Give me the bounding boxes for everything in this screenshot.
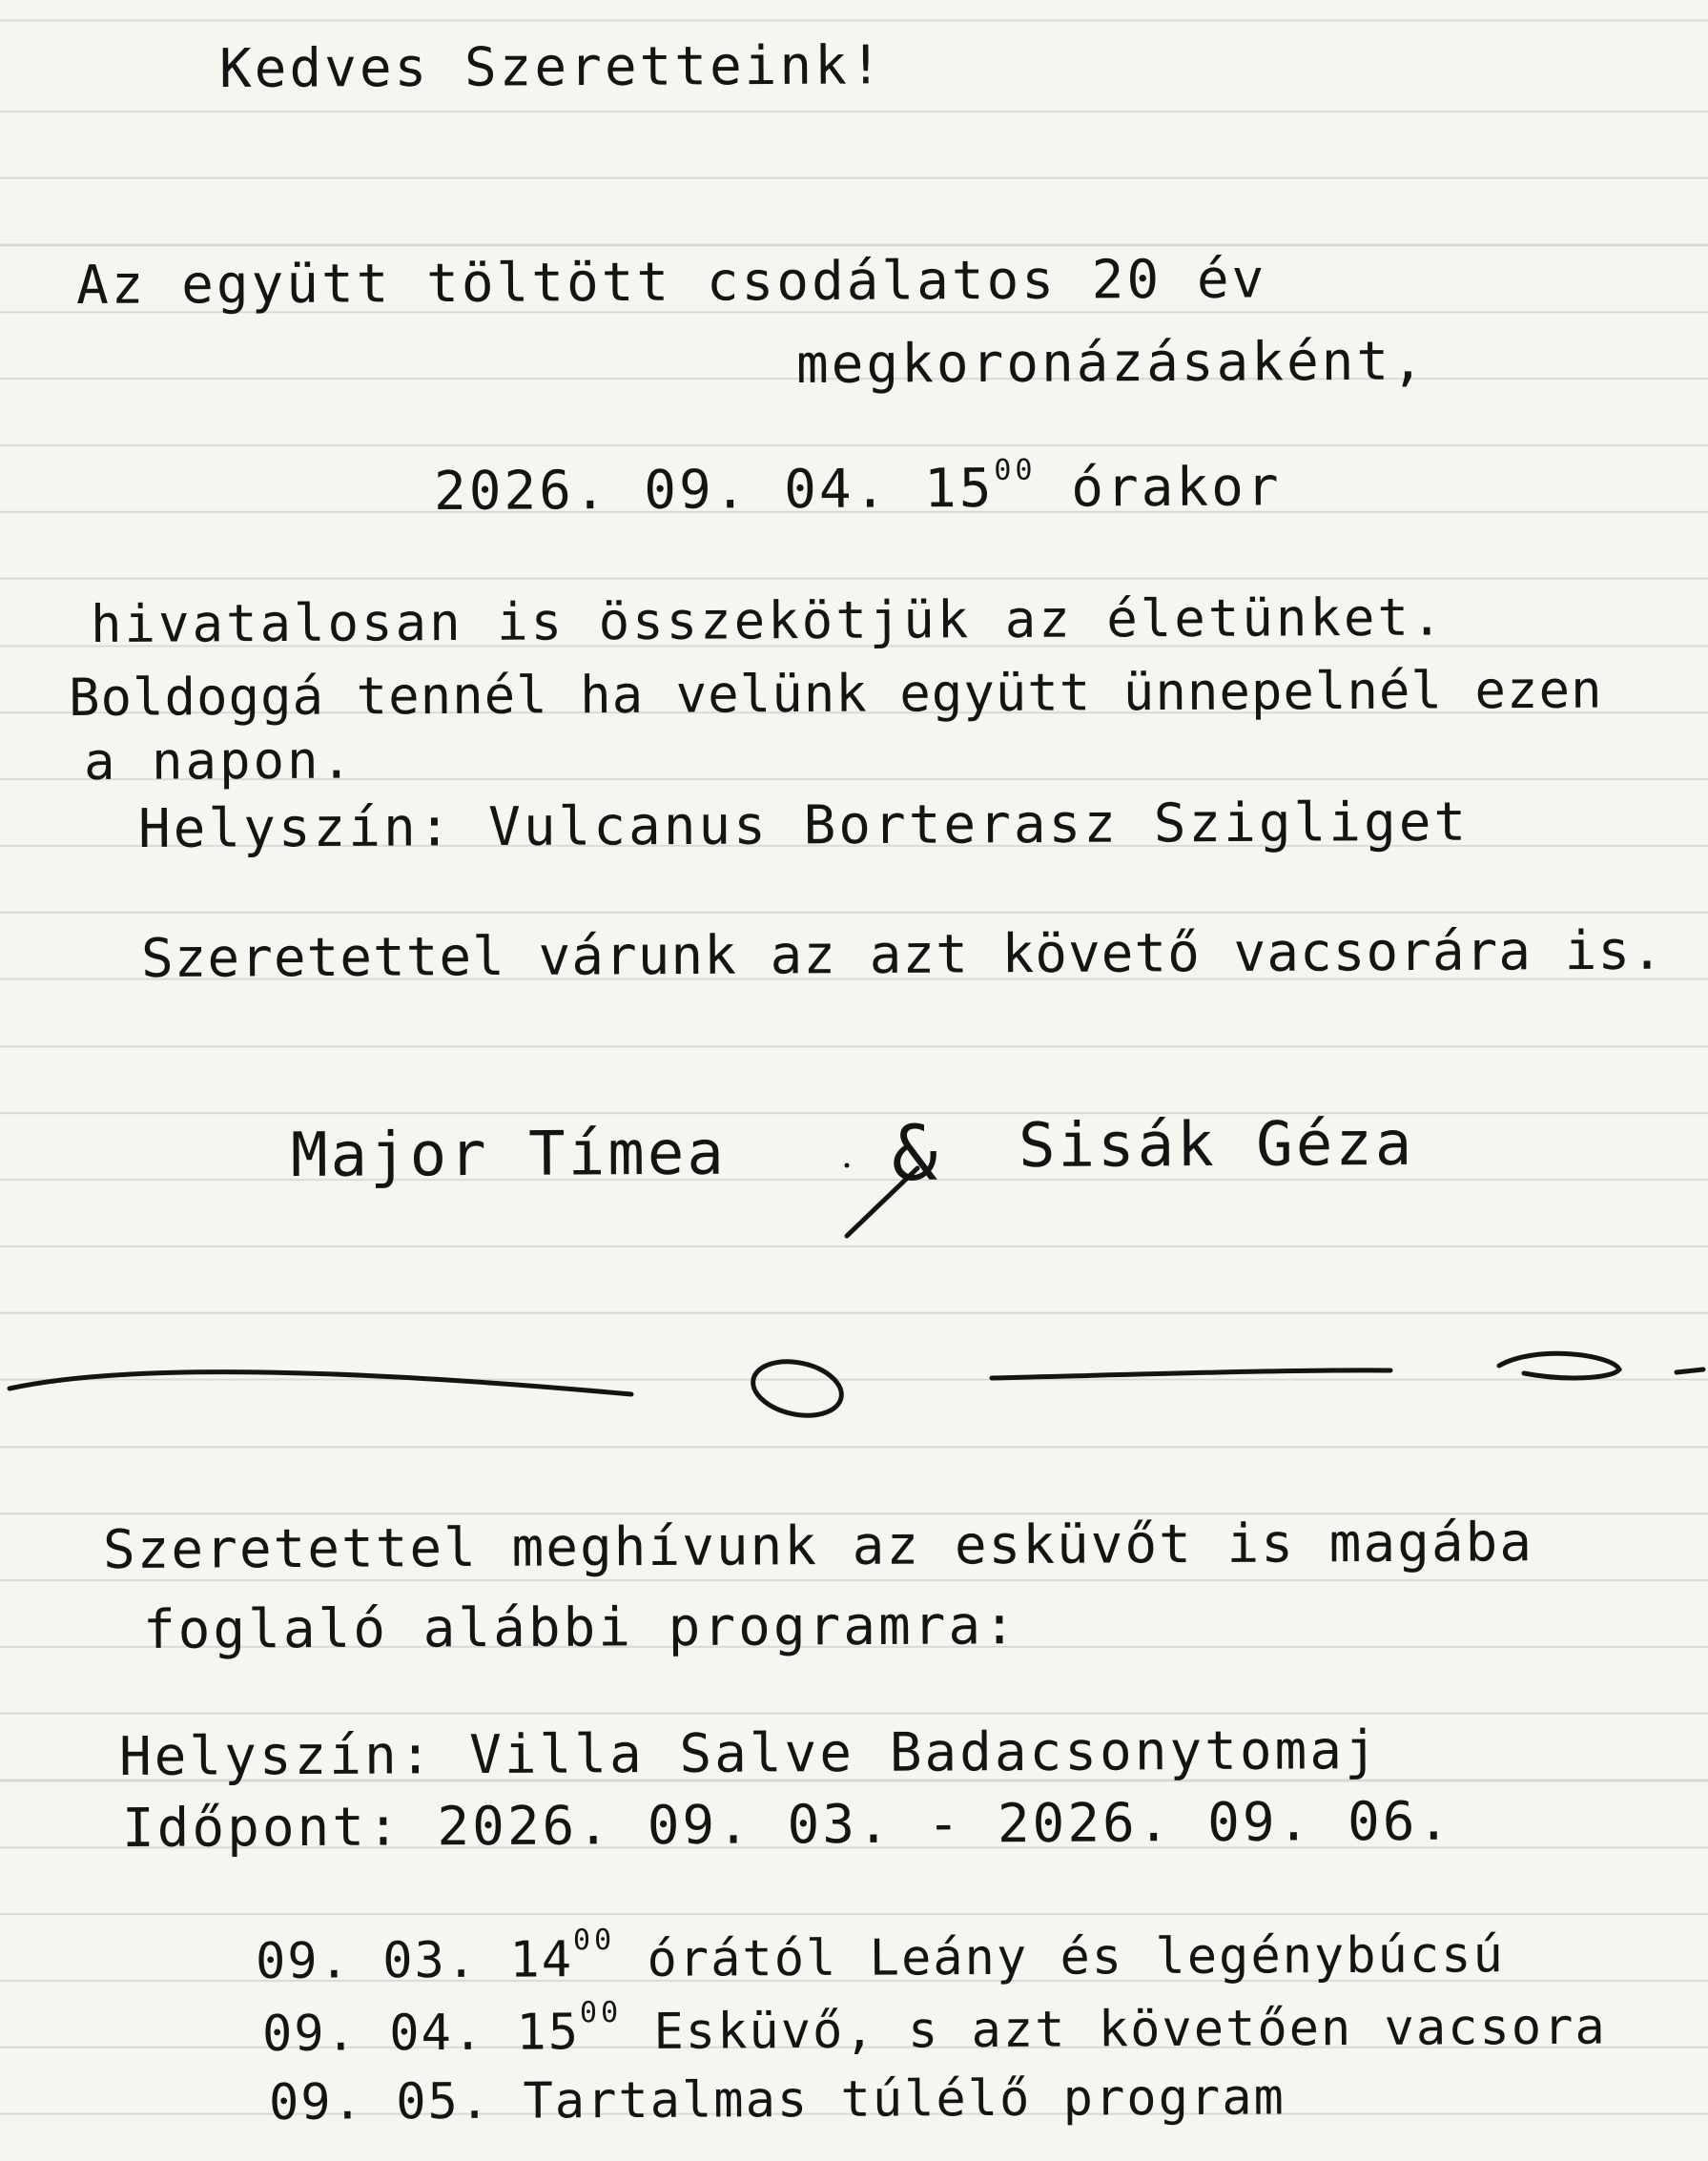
program-item-time-superscript: 00	[572, 1924, 616, 1958]
greeting: Kedves Szeretteink!	[218, 34, 885, 100]
dinner-invitation: Szeretettel várunk az azt követő vacsorára is.	[140, 919, 1665, 990]
ceremony-time-superscript: 00	[994, 453, 1037, 487]
divider-line-middle	[992, 1370, 1390, 1378]
invitation-venue-label: Helyszín:	[137, 796, 454, 860]
program-item-text: Tartalmas túlélő program	[523, 2068, 1286, 2130]
program-item	[255, 1922, 1505, 1990]
program-venue-name: Villa Salve Badacsonytomaj	[468, 1719, 1380, 1787]
invitation-line-2: Boldoggá tennél ha velünk együtt ünnepelnél ezen	[68, 659, 1603, 728]
signature-ampersand: &	[891, 1108, 941, 1198]
ampersand-tail-stroke	[847, 1168, 917, 1236]
announcement-line-2: megkoronázásaként,	[795, 330, 1428, 396]
invitation-venue-name: Vulcanus Borterasz Szigliget	[487, 791, 1470, 859]
ceremony-date-suffix: órakor	[1071, 456, 1282, 520]
signature-name-2: Sisák Géza	[1018, 1108, 1415, 1182]
program-period-label: Időpont:	[121, 1796, 402, 1860]
invitation-line-3: a napon.	[83, 730, 356, 792]
program-item-text: Esküvő, s azt követően vacsora	[653, 1998, 1607, 2061]
program-venue	[118, 1719, 1380, 1788]
program-item-text: órától Leány és legénybúcsú	[647, 1926, 1505, 1988]
signature-name-1: Major Tímea	[290, 1118, 728, 1191]
program-item-date: 09. 04. 15	[261, 2004, 581, 2063]
program-item-date: 09. 03. 14	[255, 1931, 574, 1990]
divider-loop-right	[1499, 1353, 1619, 1378]
program-period	[121, 1790, 1453, 1860]
program-item	[268, 2064, 1286, 2131]
program-intro-line-2: foglaló alábbi programra:	[142, 1595, 1019, 1661]
program-intro-line-1: Szeretettel meghívunk az esküvőt is magába	[102, 1512, 1534, 1581]
divider-line-left	[10, 1372, 631, 1394]
program-venue-label: Helyszín:	[118, 1724, 435, 1788]
program-item-time-superscript: 00	[579, 1996, 623, 2030]
program-item	[261, 1994, 1607, 2063]
ceremony-date-main: 2026. 09. 04. 15	[433, 457, 995, 523]
program-item-date: 09. 05.	[268, 2072, 492, 2131]
divider-line-end	[1677, 1369, 1703, 1372]
invitation-line-1: hivatalosan is összekötjük az életünket.	[90, 587, 1446, 654]
announcement-line-1: Az együtt töltött csodálatos 20 év	[75, 248, 1267, 317]
program-period-value: 2026. 09. 03. - 2026. 09. 06.	[437, 1790, 1453, 1859]
divider-circle	[748, 1354, 846, 1423]
